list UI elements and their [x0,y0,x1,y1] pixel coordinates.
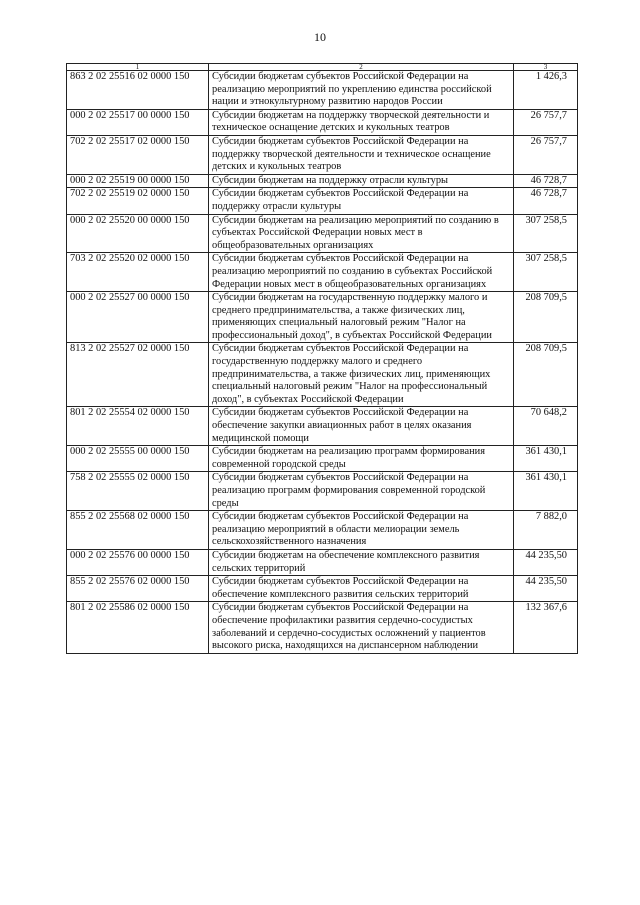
column-header-2: 2 [209,64,514,71]
amount-cell: 1 426,3 [514,71,578,110]
description-cell: Субсидии бюджетам субъектов Российской Федерации на реализацию мероприятий в области мелиорации земель сельскохозяйственного назначения [209,511,514,550]
page-number: 10 [314,30,326,44]
budget-code-cell: 758 2 02 25555 02 0000 150 [67,472,209,511]
budget-code-cell: 855 2 02 25568 02 0000 150 [67,511,209,550]
description-cell: Субсидии бюджетам субъектов Российской Федерации на реализацию программ формирования современной городской среды [209,472,514,511]
description-cell: Субсидии бюджетам на поддержку отрасли культуры [209,174,514,188]
budget-code-cell: 000 2 02 25517 00 0000 150 [67,109,209,135]
description-cell: Субсидии бюджетам субъектов Российской Федерации на реализацию мероприятий по укреплению единства российской нации и этнокультурному развитию народов России [209,71,514,110]
column-header-3: 3 [514,64,578,71]
budget-code-cell: 855 2 02 25576 02 0000 150 [67,576,209,602]
table-row [67,174,578,188]
description-cell: Субсидии бюджетам субъектов Российской Федерации на реализацию мероприятий по созданию в субъектах Российской Федерации новых мест в общеобразовательных организациях [209,253,514,292]
description-cell: Субсидии бюджетам субъектов Российской Федерации на обеспечение закупки авиационных работ в целях оказания медицинской помощи [209,407,514,446]
description-cell: Субсидии бюджетам на реализацию программ формирования современной городской среды [209,446,514,472]
table-row [67,407,578,446]
table-row [67,446,578,472]
amount-cell: 208 709,5 [514,292,578,343]
table-row [67,472,578,511]
amount-cell: 46 728,7 [514,174,578,188]
amount-cell: 208 709,5 [514,343,578,407]
description-cell: Субсидии бюджетам субъектов Российской Федерации на поддержку творческой деятельности и техническое оснащение детских и кукольных театров [209,135,514,174]
budget-code-cell: 813 2 02 25527 02 0000 150 [67,343,209,407]
table-row [67,135,578,174]
budget-code-cell: 000 2 02 25576 00 0000 150 [67,549,209,575]
description-cell: Субсидии бюджетам субъектов Российской Федерации на обеспечение профилактики развития сердечно-сосудистых заболеваний и сердечно-сосудистых осложнений у пациентов высокого риска, находящихся на диспансерном наблюдении [209,602,514,653]
amount-cell: 132 367,6 [514,602,578,653]
amount-cell: 70 648,2 [514,407,578,446]
description-cell: Субсидии бюджетам на обеспечение комплексного развития сельских территорий [209,549,514,575]
table-row [67,602,578,653]
budget-code-cell: 000 2 02 25527 00 0000 150 [67,292,209,343]
description-cell: Субсидии бюджетам субъектов Российской Федерации на поддержку отрасли культуры [209,188,514,214]
table-row [67,511,578,550]
description-cell: Субсидии бюджетам субъектов Российской Федерации на обеспечение комплексного развития сельских территорий [209,576,514,602]
table-row [67,214,578,253]
amount-cell: 307 258,5 [514,214,578,253]
table-row [67,343,578,407]
budget-table [66,63,578,654]
table-header-row [67,64,578,71]
budget-code-cell: 703 2 02 25520 02 0000 150 [67,253,209,292]
budget-code-cell: 801 2 02 25586 02 0000 150 [67,602,209,653]
budget-code-cell: 702 2 02 25517 02 0000 150 [67,135,209,174]
table-row [67,71,578,110]
description-cell: Субсидии бюджетам на реализацию мероприятий по созданию в субъектах Российской Федерации новых мест в общеобразовательных организациях [209,214,514,253]
budget-code-cell: 000 2 02 25555 00 0000 150 [67,446,209,472]
table-row [67,292,578,343]
amount-cell: 44 235,50 [514,549,578,575]
amount-cell: 307 258,5 [514,253,578,292]
description-cell: Субсидии бюджетам субъектов Российской Федерации на государственную поддержку малого и среднего предпринимательства, а также физических лиц, применяющих специальный налоговый режим "Налог на профессиональный доход", в субъектах Российской Федерации [209,343,514,407]
amount-cell: 44 235,50 [514,576,578,602]
budget-code-cell: 702 2 02 25519 02 0000 150 [67,188,209,214]
amount-cell: 26 757,7 [514,135,578,174]
amount-cell: 7 882,0 [514,511,578,550]
budget-code-cell: 000 2 02 25519 00 0000 150 [67,174,209,188]
amount-cell: 361 430,1 [514,446,578,472]
table-row [67,549,578,575]
table-row [67,253,578,292]
column-header-1: 1 [67,64,209,71]
description-cell: Субсидии бюджетам на поддержку творческой деятельности и техническое оснащение детских и кукольных театров [209,109,514,135]
budget-code-cell: 863 2 02 25516 02 0000 150 [67,71,209,110]
budget-code-cell: 000 2 02 25520 00 0000 150 [67,214,209,253]
description-cell: Субсидии бюджетам на государственную поддержку малого и среднего предпринимательства, а также физических лиц, применяющих специальный налоговый режим "Налог на профессиональный доход", в субъектах Российской Федерации [209,292,514,343]
amount-cell: 361 430,1 [514,472,578,511]
table-row [67,109,578,135]
amount-cell: 26 757,7 [514,109,578,135]
budget-code-cell: 801 2 02 25554 02 0000 150 [67,407,209,446]
table-row [67,576,578,602]
amount-cell: 46 728,7 [514,188,578,214]
table-row [67,188,578,214]
